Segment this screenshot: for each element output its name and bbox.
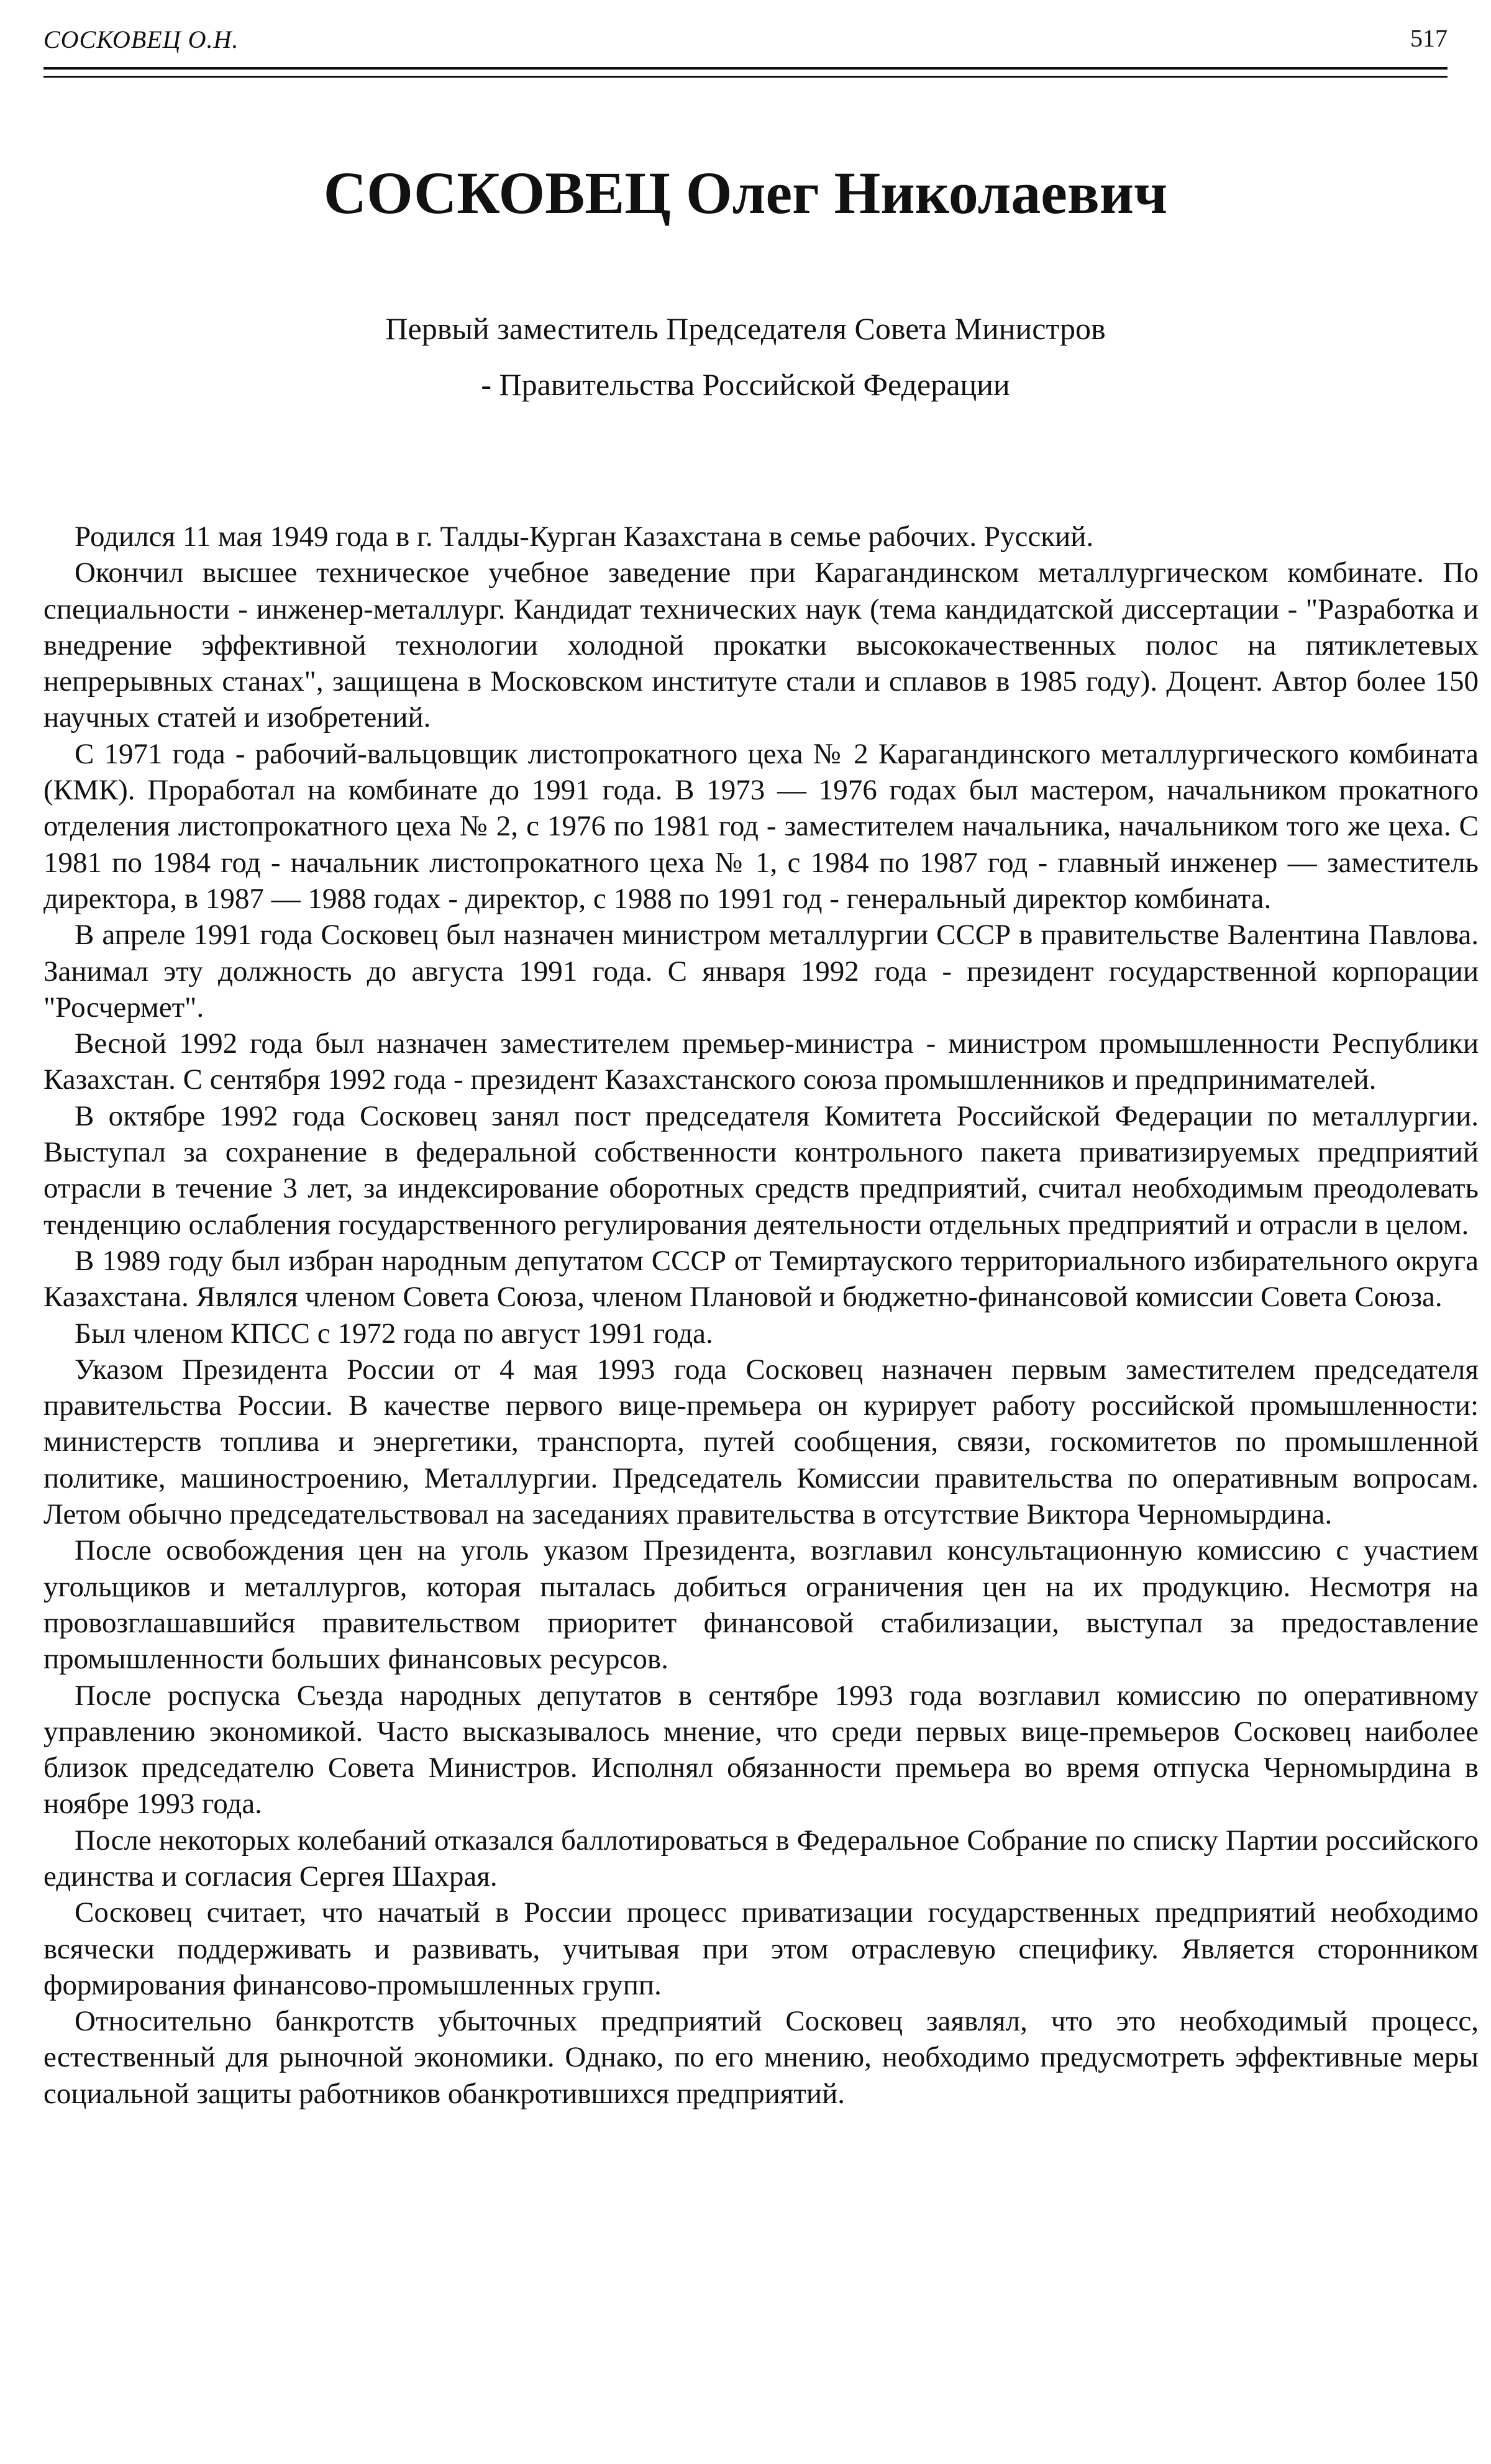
paragraph: В 1989 году был избран народным депутатом СССР от Темиртауского территориального избирательного округа Казахстана. Являлся членом Совета Союза, членом Плановой и бюджетно-финансовой комиссии Совета Союза.: [43, 1244, 1479, 1314]
biography-body: [43, 519, 1479, 2112]
paragraph: После роспуска Съезда народных депутатов в сентябре 1993 года возглавил комиссию по оперативному управлению экономикой. Часто высказывалось мнение, что среди первых вице-премьеров Сосковец наиболее близок председателю Совета Министров. Исполнял обязанности премьера во время отпуска Черномырдина в ноябре 1993 года.: [43, 1679, 1479, 1821]
paragraph: С 1971 года - рабочий-вальцовщик листопрокатного цеха № 2 Карагандинского металлургического комбината (КМК). Проработал на комбинате до 1991 года. В 1973 — 1976 годах был мастером, начальником прокатного отделения листопрокатного цеха № 2, с 1976 по 1981 год - заместителем начальника, начальником того же цеха. С 1981 по 1984 год - начальник листопрокатного цеха № 1, с 1984 по 1987 год - главный инженер — заместитель директора, в 1987 — 1988 годах - директор, с 1988 по 1991 год - генеральный директор комбината.: [43, 737, 1479, 915]
paragraph: После некоторых колебаний отказался баллотироваться в Федеральное Собрание по списку Партии российского единства и согласия Сергея Шахрая.: [43, 1824, 1479, 1893]
page-title: СОСКОВЕЦ Олег Николаевич: [323, 160, 1168, 226]
subtitle-line-2: - Правительства Российской Федерации: [481, 367, 1010, 402]
paragraph: Сосковец считает, что начатый в России процесс приватизации государственных предприятий необходимо всячески поддерживать и развивать, учитывая при этом отраслевую специфику. Является сторонником формирования финансово-промышленных групп.: [43, 1896, 1479, 2001]
paragraph: В апреле 1991 года Сосковец был назначен министром металлургии СССР в правительстве Валентина Павлова. Занимал эту должность до августа 1991 года. С января 1992 года - президент государственной корпорации "Росчермет".: [43, 919, 1479, 1024]
paragraph: В октябре 1992 года Сосковец занял пост председателя Комитета Российской Федерации по металлургии. Выступал за сохранение в федеральной собственности контрольного пакета приватизируемых предприятий отрасли в течение 3 лет, за индексирование оборотных средств предприятий, считал необходимым преодолевать тенденцию ослабления государственного регулирования деятельности отдельных предприятий и отрасли в целом.: [43, 1099, 1479, 1241]
paragraph: Относительно банкротств убыточных предприятий Сосковец заявлял, что это необходимый процесс, естественный для рыночной экономики. Однако, по его мнению, необходимо предусмотреть эффективные меры социальной защиты работников обанкротившихся предприятий.: [43, 2005, 1479, 2110]
paragraph: Указом Президента России от 4 мая 1993 года Сосковец назначен первым заместителем председателя правительства России. В качестве первого вице-премьера он курирует работу российской промышленности: министерств топлива и энергетики, транспорта, путей сообщения, связи, госкомитетов по промышленной политике, машиностроению, Металлургии. Председатель Комиссии правительства по оперативным вопросам. Летом обычно председательствовал на заседаниях правительства в отсутствие Виктора Черномырдина.: [43, 1353, 1479, 1531]
running-header-title: СОСКОВЕЦ О.Н.: [43, 25, 239, 53]
header-rule-bottom: [43, 76, 1448, 78]
header-rule-top: [43, 67, 1448, 70]
paragraph: После освобождения цен на уголь указом Президента, возглавил консультационную комиссию с участием угольщиков и металлургов, которая пыталась добиться ограничения цен на их продукцию. Несмотря на провозглашавшийся правительством приоритет финансовой стабилизации, выступал за предоставление промышленности больших финансовых ресурсов.: [43, 1534, 1479, 1676]
subtitle-line-1: Первый заместитель Председателя Совета Министров: [385, 311, 1106, 346]
paragraph: Был членом КПСС с 1972 года по август 1991 года.: [75, 1317, 713, 1350]
paragraph: Окончил высшее техническое учебное заведение при Карагандинском металлургическом комбинате. По специальности - инженер-металлург. Кандидат технических наук (тема кандидатской диссертации - "Разработка и внедрение эффективной технологии холодной прокатки высококачественных полос на пятиклетевых непрерывных станах", защищена в Московском институте стали и сплавов в 1985 году). Доцент. Автор более 150 научных статей и изобретений.: [43, 557, 1479, 734]
page-number: 517: [1410, 24, 1448, 52]
paragraph: Родился 11 мая 1949 года в г. Талды-Курган Казахстана в семье рабочих. Русский.: [75, 521, 1094, 553]
paragraph: Весной 1992 года был назначен заместителем премьер-министра - министром промышленности Республики Казахстан. С сентября 1992 года - президент Казахстанского союза промышленников и предпринимателей.: [43, 1027, 1479, 1096]
